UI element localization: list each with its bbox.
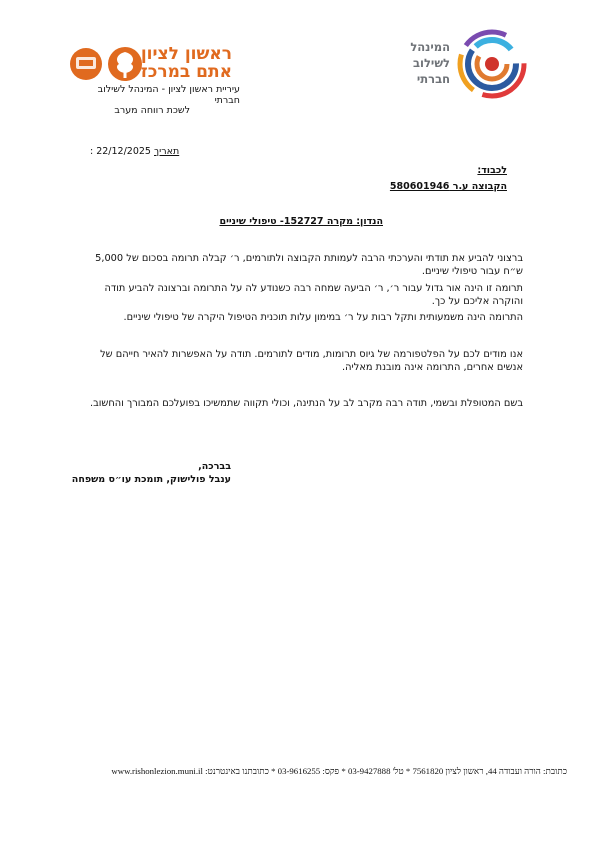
municipality-line: עיריית ראשון לציון - המינהל לשילוב חברתי: [97, 84, 240, 106]
rishon-lezion-logo: [70, 42, 232, 90]
paragraph-2: תרומה זו הינה אור גדול עבור ר׳, ר׳ הביעה שמחה רבה כשנודע לה על התרומה וברצונה להביע תודה והוקרה אליכם על כך.: [104, 283, 523, 307]
date-value: : 22/12/2025: [90, 146, 151, 157]
brand-slogan: אתם במרכז: [140, 62, 232, 82]
department-name: לשכת רווחה מערב: [114, 105, 190, 116]
date-line: [90, 146, 179, 157]
recipient: הקבוצה ע.ר 580601946: [389, 181, 507, 192]
signature: ענבל פולישוק, תומכת עו״ס משפחה: [71, 474, 231, 485]
footer-address: כתובת: הורה ועבודה 44, ראשון לציון 7561820 * טל' 03-9427888 * פקס: 03-9616255 * כתובתנו באינטרנט: www.rishonlezion.muni.il: [111, 766, 567, 776]
logo-text-line-3: חברתי: [416, 72, 450, 86]
date-label: תאריך: [154, 146, 180, 157]
social-integration-logo: [410, 28, 528, 100]
logo-text-line-2: לשילוב: [413, 56, 450, 70]
subject-line: הנדון: מקרה 152727- טיפולי שיניים: [219, 216, 383, 227]
swirl-logo-icon: [456, 28, 528, 100]
brand-name: ראשון לציון: [140, 44, 232, 64]
closing-greeting: בברכה,: [198, 461, 231, 472]
paragraph-3: התרומה הינה משמעותית ותקל רבות על ר׳ במימון עלות תוכנית הטיפול היקרה של טיפולי שיניים.: [123, 312, 523, 323]
logo-text-line-1: המינהל: [410, 40, 450, 54]
municipality-emblem-icon: [70, 42, 146, 86]
brand-wordmark: [140, 44, 232, 84]
paragraph-5: בשם המטופלת ובשמי, תודה רבה מקרב לב על הנתינה, וכולי תקווה שתמשיכו בפועלכם המבורך והחשוב.: [89, 398, 523, 409]
paragraph-4: אנו מודים לכם על הפלטפורמה של גיוס תרומות, מודים לתורמים. תודה על האפשרות להאיר חייהם של אנשים אחרים, התרומה אינה מובנת מאליה.: [100, 349, 523, 373]
to-label: לכבוד:: [477, 165, 507, 176]
paragraph-1: ברצוני להביע את תודתי והערכתי הרבה לעמותת הקבוצה ולתורמים, ר׳ קבלה תרומה בסכום של 5,000 ש״ח עבור טיפולי שיניים.: [95, 253, 523, 277]
